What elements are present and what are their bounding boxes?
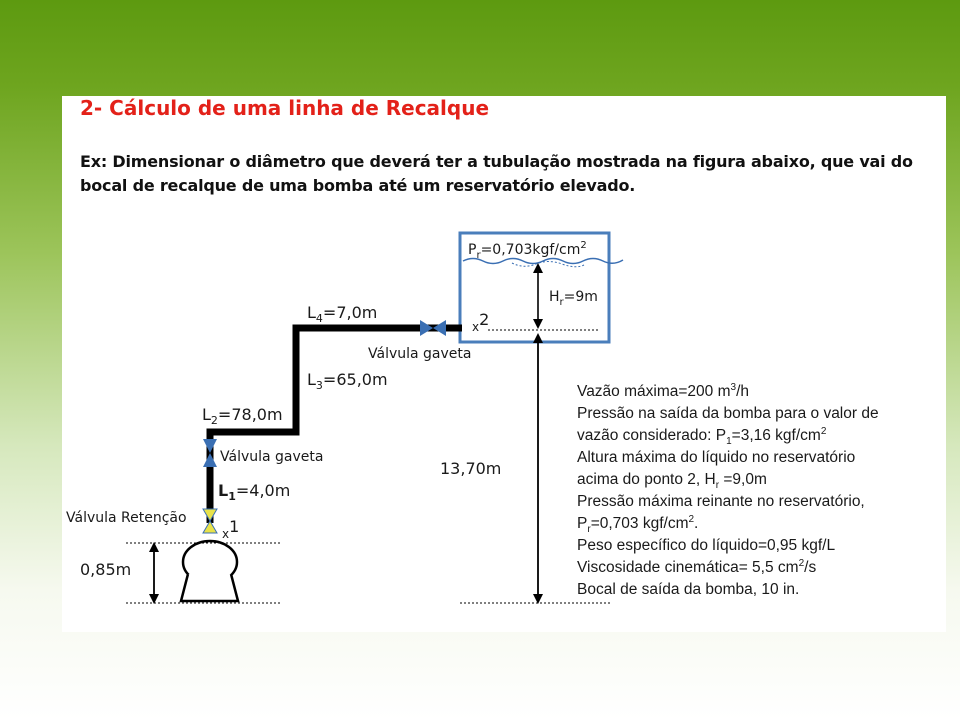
info-line-1: Vazão máxima=200 $m^3/h$ — [577, 382, 749, 400]
label-l2: $L_2=78,0m$ — [202, 405, 283, 427]
label-l4: $L_4=7,0m$ — [307, 303, 378, 325]
info-line-4: Altura máxima do líquido no reservatório — [577, 449, 856, 466]
info-line-5: acima do ponto 2, $H_r =9,0m$ — [577, 471, 767, 491]
check-valve-icon — [203, 509, 217, 521]
label-height-total: 13,70m — [440, 459, 502, 478]
label-point-2: x2 — [472, 310, 490, 334]
info-line-8: Peso específico do líquido=0,95 kgf/L — [577, 537, 836, 554]
gate-valve-mid-icon-b — [203, 453, 217, 467]
info-line-6: Pressão máxima reinante no reservatório, — [577, 493, 865, 510]
gate-valve-mid-icon — [203, 439, 217, 453]
info-line-3: vazão considerado: $P_1=3,16$ kgf/$cm^2$ — [577, 426, 827, 447]
intro-text: Ex: Dimensionar o diâmetro que deverá ter a tubulação mostrada na figura abaixo, que vai do bocal de recalque de uma bomba até um reservatório elevado. — [80, 152, 913, 195]
problem-data — [577, 382, 879, 598]
pipeline-diagram — [62, 96, 946, 632]
check-valve-icon-b — [203, 521, 217, 533]
pump-icon — [181, 541, 238, 601]
label-l3: $L_3=65,0m$ — [307, 370, 388, 392]
slide-content — [62, 96, 946, 632]
label-l1: $L_1=4,0m$ — [218, 481, 291, 503]
info-line-2: Pressão na saída da bomba para o valor de — [577, 405, 879, 422]
label-valve-top: Válvula gaveta — [368, 346, 472, 362]
label-pr-tank: $P_r=0,703kgf/cm^2$ — [468, 240, 587, 261]
info-line-10: Bocal de saída da bomba, 10 in. — [577, 581, 800, 598]
label-height-pump: 0,85m — [80, 560, 132, 579]
gate-valve-top-icon — [420, 320, 433, 336]
label-valve-mid: Válvula gaveta — [220, 449, 324, 465]
label-check-valve: Válvula Retenção — [66, 510, 187, 526]
info-line-9: Viscosidade cinemática= 5,5 $cm^2/s$ — [577, 558, 817, 576]
gate-valve-top-icon-b — [433, 320, 446, 336]
label-hr: $H_r=9m$ — [549, 289, 598, 308]
label-point-1: x1 — [222, 517, 240, 541]
slide-title: 2- Cálculo de uma linha de Recalque — [80, 96, 490, 120]
info-line-7: $P_r=0,703$ kgf/$cm^2$. — [577, 514, 699, 535]
